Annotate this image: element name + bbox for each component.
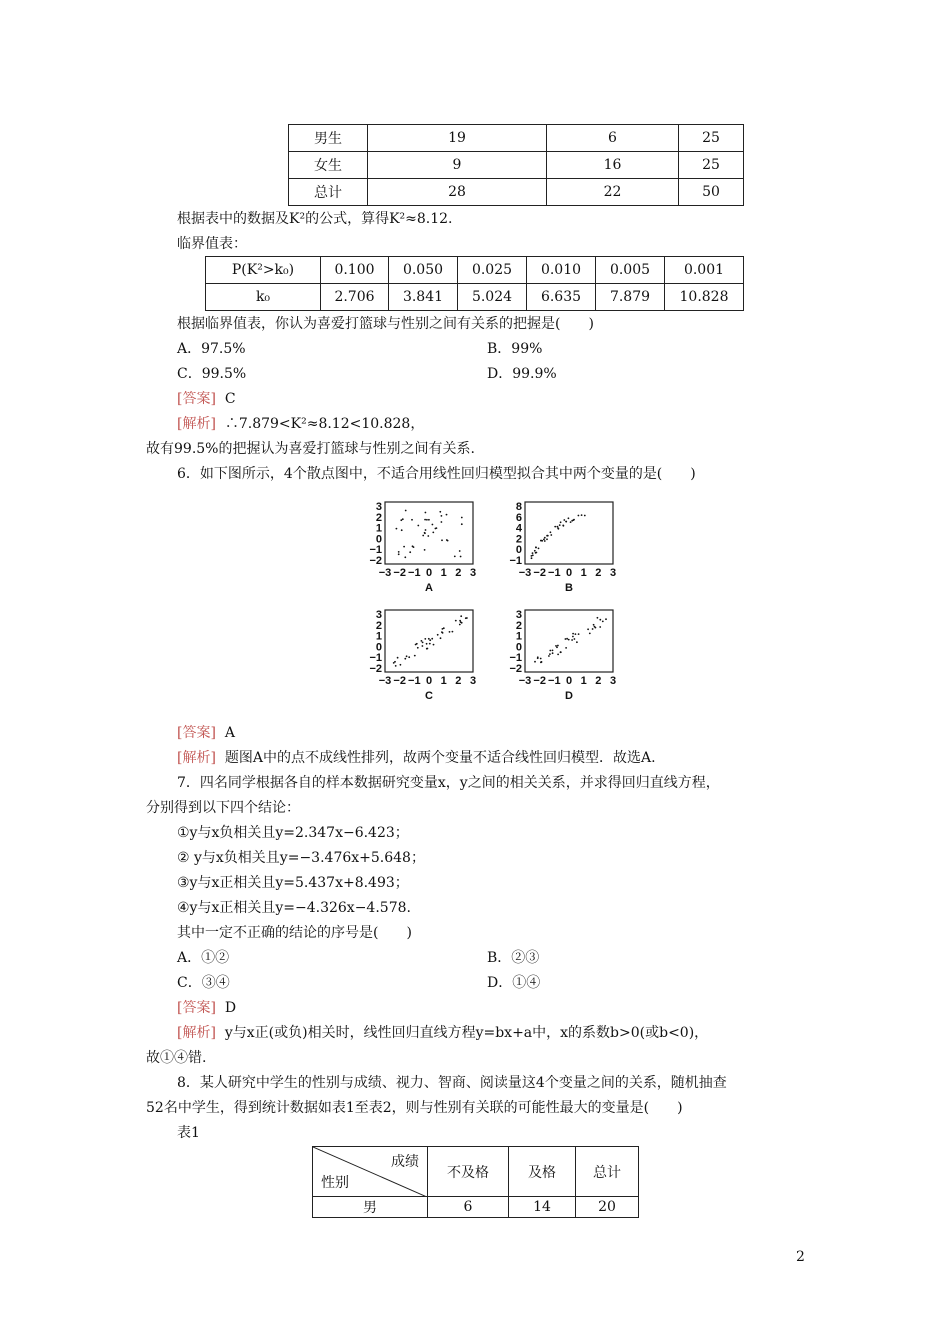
y-tick-label: −2 <box>369 555 382 567</box>
scatter-point <box>568 639 570 641</box>
gender-table-top <box>288 124 744 206</box>
y-tick-label: 4 <box>515 522 522 535</box>
scatter-point <box>532 554 534 556</box>
scatter-point <box>573 519 575 521</box>
scatter-point <box>546 538 548 540</box>
analysis-text: y与x正(或负)相关时，线性回归直线方程y=bx+a中，x的系数b>0(或b<0)， <box>224 1025 709 1041</box>
x-tick-label: −1 <box>548 675 561 687</box>
analysis-tag: [解析] <box>177 750 216 766</box>
q7-option-a: A．①② <box>177 950 230 966</box>
x-tick-label: −3 <box>518 675 532 687</box>
cell: 7.879 <box>596 284 665 311</box>
scatter-point <box>429 639 431 641</box>
scatter-plot-b <box>509 501 616 594</box>
scatter-point <box>403 546 405 548</box>
x-tick-label: 1 <box>440 567 447 579</box>
scatter-point <box>455 620 457 622</box>
column-header: 不及格 <box>428 1147 509 1197</box>
x-tick-label: 1 <box>580 675 587 687</box>
cell: 男 <box>313 1197 428 1218</box>
scatter-point <box>429 643 431 645</box>
scatter-point <box>427 648 429 650</box>
x-tick-label: −1 <box>408 567 421 579</box>
cell: 0.001 <box>665 257 744 284</box>
scatter-point <box>592 628 594 630</box>
q7-conclusion-1: ①y与x负相关且y=2.347x−6.423； <box>177 825 409 841</box>
answer-value: A <box>224 725 235 741</box>
x-tick-label: −2 <box>393 567 406 579</box>
q6-question: 6．如下图所示，4个散点图中，不适合用线性回归模型拟合其中两个变量的是( ) <box>177 466 696 482</box>
x-tick-label: 0 <box>425 675 433 687</box>
scatter-point <box>465 617 467 619</box>
q7-conclusion-3: ③y与x正相关且y=5.437x+8.493； <box>177 875 409 891</box>
q5-analysis-line2: 故有99.5%的把握认为喜爱打篮球与性别之间有关系. <box>146 441 475 457</box>
scatter-point <box>557 645 559 647</box>
y-tick-label: −1 <box>509 652 522 665</box>
cell: 16 <box>547 152 679 179</box>
y-tick-label: −2 <box>369 663 382 675</box>
cell: 14 <box>509 1197 576 1218</box>
q5-option-d: D．99.9% <box>487 366 557 382</box>
q7-option-b: B．②③ <box>487 950 540 966</box>
scatter-point <box>460 621 462 623</box>
scatter-point <box>554 526 556 528</box>
x-tick-label: −3 <box>378 567 392 579</box>
y-tick-label: −2 <box>509 663 522 675</box>
y-tick-label: 0 <box>375 641 382 654</box>
scatter-point <box>563 525 565 527</box>
scatter-point <box>408 656 410 658</box>
plot-frame <box>385 610 473 672</box>
q8-table-label: 表1 <box>177 1125 200 1141</box>
scatter-point <box>543 539 545 541</box>
scatter-point <box>459 624 461 626</box>
scatter-point <box>599 626 601 628</box>
plot-label: A <box>425 582 433 594</box>
y-tick-label: −1 <box>369 544 382 557</box>
analysis-tag: [解析] <box>177 416 216 432</box>
scatter-point <box>560 521 562 523</box>
cell: 22 <box>547 179 679 206</box>
q5-analysis <box>177 413 424 433</box>
scatter-point <box>432 532 434 534</box>
scatter-point <box>565 521 567 523</box>
page-number: 2 <box>796 1249 805 1265</box>
header-top: 成绩 <box>391 1154 419 1170</box>
scatter-point <box>549 650 551 652</box>
cell: 0.100 <box>321 257 389 284</box>
scatter-point <box>398 551 400 553</box>
scatter-point <box>425 529 427 531</box>
scatter-point <box>540 661 542 663</box>
scatter-point <box>414 655 416 657</box>
scatter-point <box>432 524 434 526</box>
y-tick-label: 2 <box>515 619 522 632</box>
scatter-point <box>581 514 583 516</box>
scatter-point <box>397 657 399 659</box>
answer-value: D <box>224 1000 237 1016</box>
q6-analysis <box>177 747 656 767</box>
scatter-point <box>535 547 537 549</box>
q8-question-line1: 8．某人研究中学生的性别与成绩、视力、智商、阅读量这4个变量之间的关系，随机抽查 <box>177 1075 727 1091</box>
scatter-plot-c <box>369 609 476 702</box>
q7-option-c: C．③④ <box>177 975 230 991</box>
scatter-point <box>557 654 559 656</box>
y-tick-label: 0 <box>515 544 522 557</box>
q7-option-d: D．①④ <box>487 975 541 991</box>
scatter-point <box>426 519 428 521</box>
x-tick-label: 2 <box>595 675 602 687</box>
scatter-point <box>427 535 429 537</box>
scatter-point <box>422 535 424 537</box>
x-tick-label: 0 <box>565 675 573 687</box>
q5-text-line2: 临界值表： <box>177 236 247 252</box>
scatter-point <box>409 551 411 553</box>
q7-question-line2: 分别得到以下四个结论： <box>146 800 300 816</box>
scatter-point <box>422 642 424 644</box>
scatter-point <box>565 647 567 649</box>
cell: 9 <box>368 152 547 179</box>
scatter-point <box>556 646 558 648</box>
cell: k₀ <box>206 284 321 311</box>
q7-question-line1: 7．四名同学根据各自的样本数据研究变量x，y之间的相关关系，并求得回归直线方程， <box>177 775 720 791</box>
scatter-point <box>538 548 540 550</box>
q8-question-line2: 52名中学生，得到统计数据如表1至表2，则与性别有关联的可能性最大的变量是( ) <box>146 1100 683 1116</box>
scatter-point <box>534 661 536 663</box>
scatter-point <box>531 557 533 559</box>
y-tick-label: 1 <box>375 522 382 535</box>
analysis-tag: [解析] <box>177 1025 216 1041</box>
cell: 25 <box>679 152 744 179</box>
plot-label: B <box>565 582 573 594</box>
q5-answer <box>177 388 236 408</box>
answer-tag: [答案] <box>177 725 216 741</box>
scatter-point <box>454 556 456 558</box>
scatter-point <box>428 638 430 640</box>
cell: P(K²>k₀) <box>206 257 321 284</box>
scatter-point <box>587 628 589 630</box>
scatter-point <box>550 531 552 533</box>
y-tick-label: 0 <box>375 533 382 546</box>
x-tick-label: −2 <box>533 567 546 579</box>
scatter-point <box>449 631 451 633</box>
q7-answer <box>177 997 236 1017</box>
cell: 19 <box>368 125 547 152</box>
scatter-point <box>568 517 570 519</box>
x-tick-label: 2 <box>595 567 602 579</box>
scatter-point <box>578 633 580 635</box>
cell: 3.841 <box>389 284 458 311</box>
scatter-point <box>439 511 441 513</box>
scatter-point <box>393 662 395 664</box>
cell: 总计 <box>289 179 368 206</box>
scatter-point <box>557 526 559 528</box>
scatter-point <box>549 653 551 655</box>
y-tick-label: 1 <box>515 630 522 643</box>
scatter-point <box>570 521 572 523</box>
scatter-point <box>597 617 599 619</box>
scatter-point <box>404 556 406 558</box>
cell: 0.025 <box>458 257 527 284</box>
scatter-point <box>572 636 574 638</box>
y-tick-label: 3 <box>515 609 522 621</box>
q7-question-line3: 其中一定不正确的结论的序号是( ) <box>177 925 412 941</box>
x-tick-label: 1 <box>440 675 447 687</box>
cell: 28 <box>368 179 547 206</box>
scatter-plots-figure <box>355 492 635 712</box>
scatter-point <box>411 519 413 521</box>
scatter-point <box>446 514 448 516</box>
plot-frame <box>525 502 613 564</box>
scatter-plot-a <box>369 501 476 594</box>
y-tick-label: 3 <box>375 501 382 513</box>
x-tick-label: 0 <box>425 567 433 579</box>
scatter-point <box>441 521 443 523</box>
x-tick-label: 2 <box>455 567 462 579</box>
q7-conclusion-2: ② y与x负相关且y=−3.476x+5.648； <box>177 850 425 866</box>
cell: 6 <box>428 1197 509 1218</box>
cell: 20 <box>576 1197 639 1218</box>
x-tick-label: 3 <box>469 567 477 579</box>
y-tick-label: 3 <box>375 609 382 621</box>
scatter-point <box>433 644 435 646</box>
scatter-point <box>400 519 402 521</box>
x-tick-label: 2 <box>455 675 462 687</box>
diagonal-header-cell <box>313 1147 428 1197</box>
column-header: 及格 <box>509 1147 576 1197</box>
plot-label: C <box>425 690 433 702</box>
scatter-point <box>404 658 406 660</box>
scatter-point <box>446 539 448 541</box>
answer-tag: [答案] <box>177 1000 216 1016</box>
q7-analysis <box>177 1022 708 1042</box>
scatter-point <box>417 647 419 649</box>
scatter-point <box>422 645 424 647</box>
cell: 男生 <box>289 125 368 152</box>
scatter-point <box>578 515 580 517</box>
scatter-point <box>571 639 573 641</box>
x-tick-label: −2 <box>533 675 546 687</box>
q7-conclusion-4: ④y与x正相关且y=−4.326x−4.578. <box>177 900 411 916</box>
x-tick-label: −1 <box>548 567 561 579</box>
x-tick-label: −2 <box>393 675 406 687</box>
scatter-point <box>540 658 542 660</box>
scatter-point <box>424 638 426 640</box>
scatter-point <box>574 638 576 640</box>
y-tick-label: 2 <box>375 511 382 524</box>
scatter-point <box>535 552 537 554</box>
scatter-point <box>395 665 397 667</box>
scatter-point <box>559 524 561 526</box>
scatter-point <box>560 651 562 653</box>
y-tick-label: 2 <box>515 533 522 546</box>
scatter-point <box>401 529 403 531</box>
scatter-point <box>436 527 438 529</box>
cell: 5.024 <box>458 284 527 311</box>
header-bottom: 性别 <box>321 1175 349 1191</box>
x-tick-label: 0 <box>565 567 573 579</box>
scatter-point <box>544 540 546 542</box>
scatter-point <box>532 552 534 554</box>
scatter-point <box>425 512 427 514</box>
column-header: 总计 <box>576 1147 639 1197</box>
scatter-point <box>566 638 568 640</box>
analysis-text: ∴7.879<K²≈8.12<10.828， <box>224 416 425 432</box>
scatter-point <box>544 537 546 539</box>
scatter-point <box>412 545 414 547</box>
scatter-point <box>565 638 567 640</box>
scatter-point <box>552 652 554 654</box>
q7-analysis-line2: 故①④错. <box>146 1050 207 1066</box>
scatter-point <box>400 664 402 666</box>
scatter-point <box>541 540 543 542</box>
critical-value-table <box>205 256 744 311</box>
scatter-point <box>575 633 577 635</box>
cell: 6.635 <box>527 284 596 311</box>
scatter-point <box>416 643 418 645</box>
scatter-point <box>398 553 400 555</box>
scatter-point <box>426 643 428 645</box>
scatter-point <box>605 618 607 620</box>
scatter-point <box>537 656 539 658</box>
scatter-point <box>563 519 565 521</box>
q5-text-line1: 根据表中的数据及K²的公式，算得K²≈8.12. <box>177 211 453 227</box>
scatter-point <box>552 650 554 652</box>
x-tick-label: 1 <box>580 567 587 579</box>
x-tick-label: 3 <box>469 675 477 687</box>
scatter-point <box>402 518 404 520</box>
analysis-text: 题图A中的点不成线性排列，故两个变量不适合线性回归模型．故选A. <box>224 750 656 766</box>
x-tick-label: 3 <box>609 675 617 687</box>
scatter-point <box>417 525 419 527</box>
q6-answer <box>177 722 235 742</box>
cell: 0.010 <box>527 257 596 284</box>
cell: 25 <box>679 125 744 152</box>
scatter-point <box>443 627 445 629</box>
scatter-point <box>431 638 433 640</box>
scatter-point <box>461 517 463 519</box>
scatter-point <box>406 655 408 657</box>
y-tick-label: 0 <box>515 641 522 654</box>
scatter-point <box>572 633 574 635</box>
x-tick-label: −1 <box>408 675 421 687</box>
scatter-point <box>441 631 443 633</box>
cell: 6 <box>547 125 679 152</box>
scatter-point <box>421 640 423 642</box>
y-tick-label: −1 <box>509 555 522 567</box>
x-tick-label: 3 <box>609 567 617 579</box>
scatter-point <box>459 550 461 552</box>
scatter-point <box>437 634 439 636</box>
scatter-point <box>428 519 430 521</box>
scatter-point <box>534 550 536 552</box>
cell: 10.828 <box>665 284 744 311</box>
scatter-point <box>550 534 552 536</box>
y-tick-label: 1 <box>375 630 382 643</box>
scatter-point <box>546 535 548 537</box>
answer-value: C <box>224 391 236 407</box>
scatter-point <box>396 528 398 530</box>
scatter-point <box>599 619 601 621</box>
scatter-point <box>589 633 591 635</box>
cell: 2.706 <box>321 284 389 311</box>
y-tick-label: 8 <box>515 501 522 513</box>
scatter-point <box>424 519 426 521</box>
q5-option-c: C．99.5% <box>177 366 247 382</box>
scatter-point <box>452 631 454 633</box>
q5-question: 根据临界值表，你认为喜爱打篮球与性别之间有关系的把握是( ) <box>177 316 594 332</box>
scatter-point <box>460 556 462 558</box>
scatter-plot-d <box>509 609 616 702</box>
q5-option-a: A．97.5% <box>177 341 246 357</box>
scatter-point <box>557 527 559 529</box>
plot-label: D <box>565 690 573 702</box>
cell: 女生 <box>289 152 368 179</box>
x-tick-label: −3 <box>378 675 392 687</box>
scatter-point <box>548 655 550 657</box>
table-1 <box>312 1146 639 1218</box>
scatter-point <box>602 621 604 623</box>
cell: 0.005 <box>596 257 665 284</box>
scatter-point <box>594 626 596 628</box>
scatter-point <box>424 532 426 534</box>
scatter-point <box>460 615 462 617</box>
scatter-point <box>593 624 595 626</box>
y-tick-label: 6 <box>515 511 522 524</box>
scatter-point <box>584 515 586 517</box>
scatter-point <box>576 641 578 643</box>
scatter-point <box>441 515 443 517</box>
scatter-point <box>441 539 443 541</box>
y-tick-label: −1 <box>369 652 382 665</box>
y-tick-label: 2 <box>375 619 382 632</box>
scatter-point <box>424 549 426 551</box>
x-tick-label: −3 <box>518 567 532 579</box>
scatter-point <box>440 637 442 639</box>
answer-tag: [答案] <box>177 391 216 407</box>
cell: 50 <box>679 179 744 206</box>
q5-option-b: B．99% <box>487 341 543 357</box>
scatter-point <box>405 510 407 512</box>
scatter-point <box>461 523 463 525</box>
cell: 0.050 <box>389 257 458 284</box>
